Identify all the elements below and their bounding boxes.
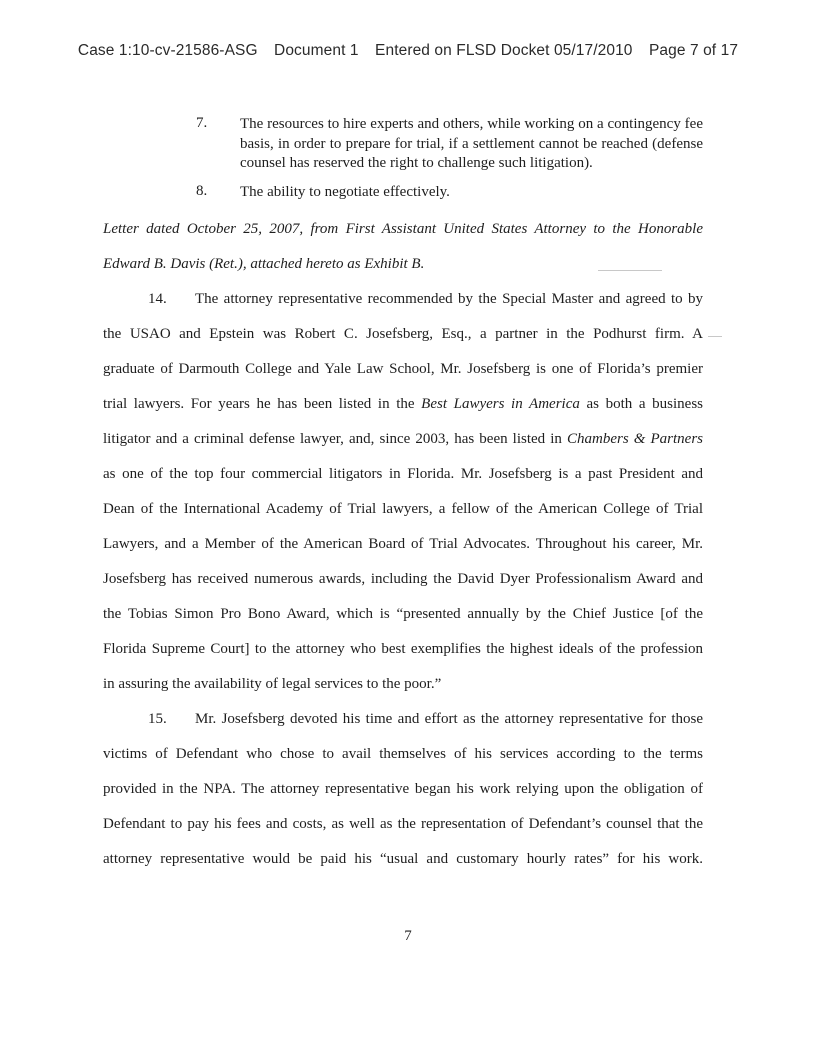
paragraph-14-line-3: graduate of Darmouth College and Yale Law School, Mr. Josefsberg is one of Florida’s premier: [103, 361, 703, 377]
document-number: Document 1: [274, 42, 359, 59]
paragraph-number: 14.: [148, 291, 167, 307]
paragraph-14-line-4: [103, 394, 703, 414]
publication-title: Chambers & Partners: [567, 431, 703, 447]
paragraph-14-line-11: Florida Supreme Court] to the attorney who best exemplifies the highest ideals of the profession: [103, 641, 703, 657]
list-item-number: 8.: [196, 183, 208, 199]
page-count: Page 7 of 17: [648, 42, 739, 59]
paragraph-number: 15.: [148, 711, 167, 727]
list-item-text: The resources to hire experts and others, while working on a contingency fee basis, in order to prepare for trial, if a settlement cannot be reached (defense counsel has reserved the right to challenge such litigation).: [240, 116, 703, 171]
paragraph-14-line-6: as one of the top four commercial litigators in Florida. Mr. Josefsberg is a past President and: [103, 466, 703, 482]
paragraph-15-line-5: attorney representative would be paid his “usual and customary hourly rates” for his work.: [103, 851, 703, 867]
paragraph-14-line-2: the USAO and Epstein was Robert C. Josefsberg, Esq., a partner in the Podhurst firm. A: [103, 326, 703, 342]
paragraph-15-line-3: provided in the NPA. The attorney representative began his work relying upon the obligation of: [103, 781, 703, 797]
paragraph-text: as both a business: [579, 396, 704, 412]
paragraph-text: litigator and a criminal defense lawyer, and, since 2003, has been listed in: [103, 431, 567, 447]
paragraph-14-line-12: in assuring the availability of legal services to the poor.”: [103, 676, 442, 692]
paragraph-14-line-10: the Tobias Simon Pro Bono Award, which is “presented annually by the Chief Justice [of the: [103, 606, 703, 622]
list-item-number: 7.: [196, 115, 208, 131]
docket-header: [0, 42, 816, 60]
scan-artifact: [598, 270, 662, 271]
paragraph-text: Mr. Josefsberg devoted his time and effort as the attorney representative for those: [195, 711, 703, 727]
paragraph-14-line-5: [103, 429, 703, 449]
page-number: 7: [404, 928, 412, 944]
paragraph-14-line-9: Josefsberg has received numerous awards, including the David Dyer Professionalism Award and: [103, 571, 703, 587]
list-item-text: The ability to negotiate effectively.: [240, 184, 450, 200]
paragraph-14-line-7: Dean of the International Academy of Trial lawyers, a fellow of the American College of Trial: [103, 501, 703, 517]
docket-entry: Entered on FLSD Docket 05/17/2010: [375, 42, 633, 59]
publication-title: Best Lawyers in America: [421, 396, 580, 412]
paragraph-15-line-4: Defendant to pay his fees and costs, as well as the representation of Defendant’s counsel that the: [103, 816, 703, 832]
paragraph-15-line-2: victims of Defendant who chose to avail themselves of his services according to the terms: [103, 746, 703, 762]
paragraph-14-line-8: Lawyers, and a Member of the American Board of Trial Advocates. Throughout his career, Mr.: [103, 536, 703, 552]
citation-line-2: Edward B. Davis (Ret.), attached hereto as Exhibit B.: [103, 256, 425, 272]
citation-line-1: Letter dated October 25, 2007, from First Assistant United States Attorney to the Honorable: [103, 221, 703, 237]
paragraph-text: The attorney representative recommended by the Special Master and agreed to by: [195, 291, 703, 307]
case-number: Case 1:10-cv-21586-ASG: [77, 42, 258, 59]
paragraph-text: trial lawyers. For years he has been listed in the: [103, 396, 422, 412]
paragraph-14-line-1: [148, 289, 703, 309]
scan-artifact: [708, 336, 722, 337]
paragraph-15-line-1: [148, 709, 703, 729]
